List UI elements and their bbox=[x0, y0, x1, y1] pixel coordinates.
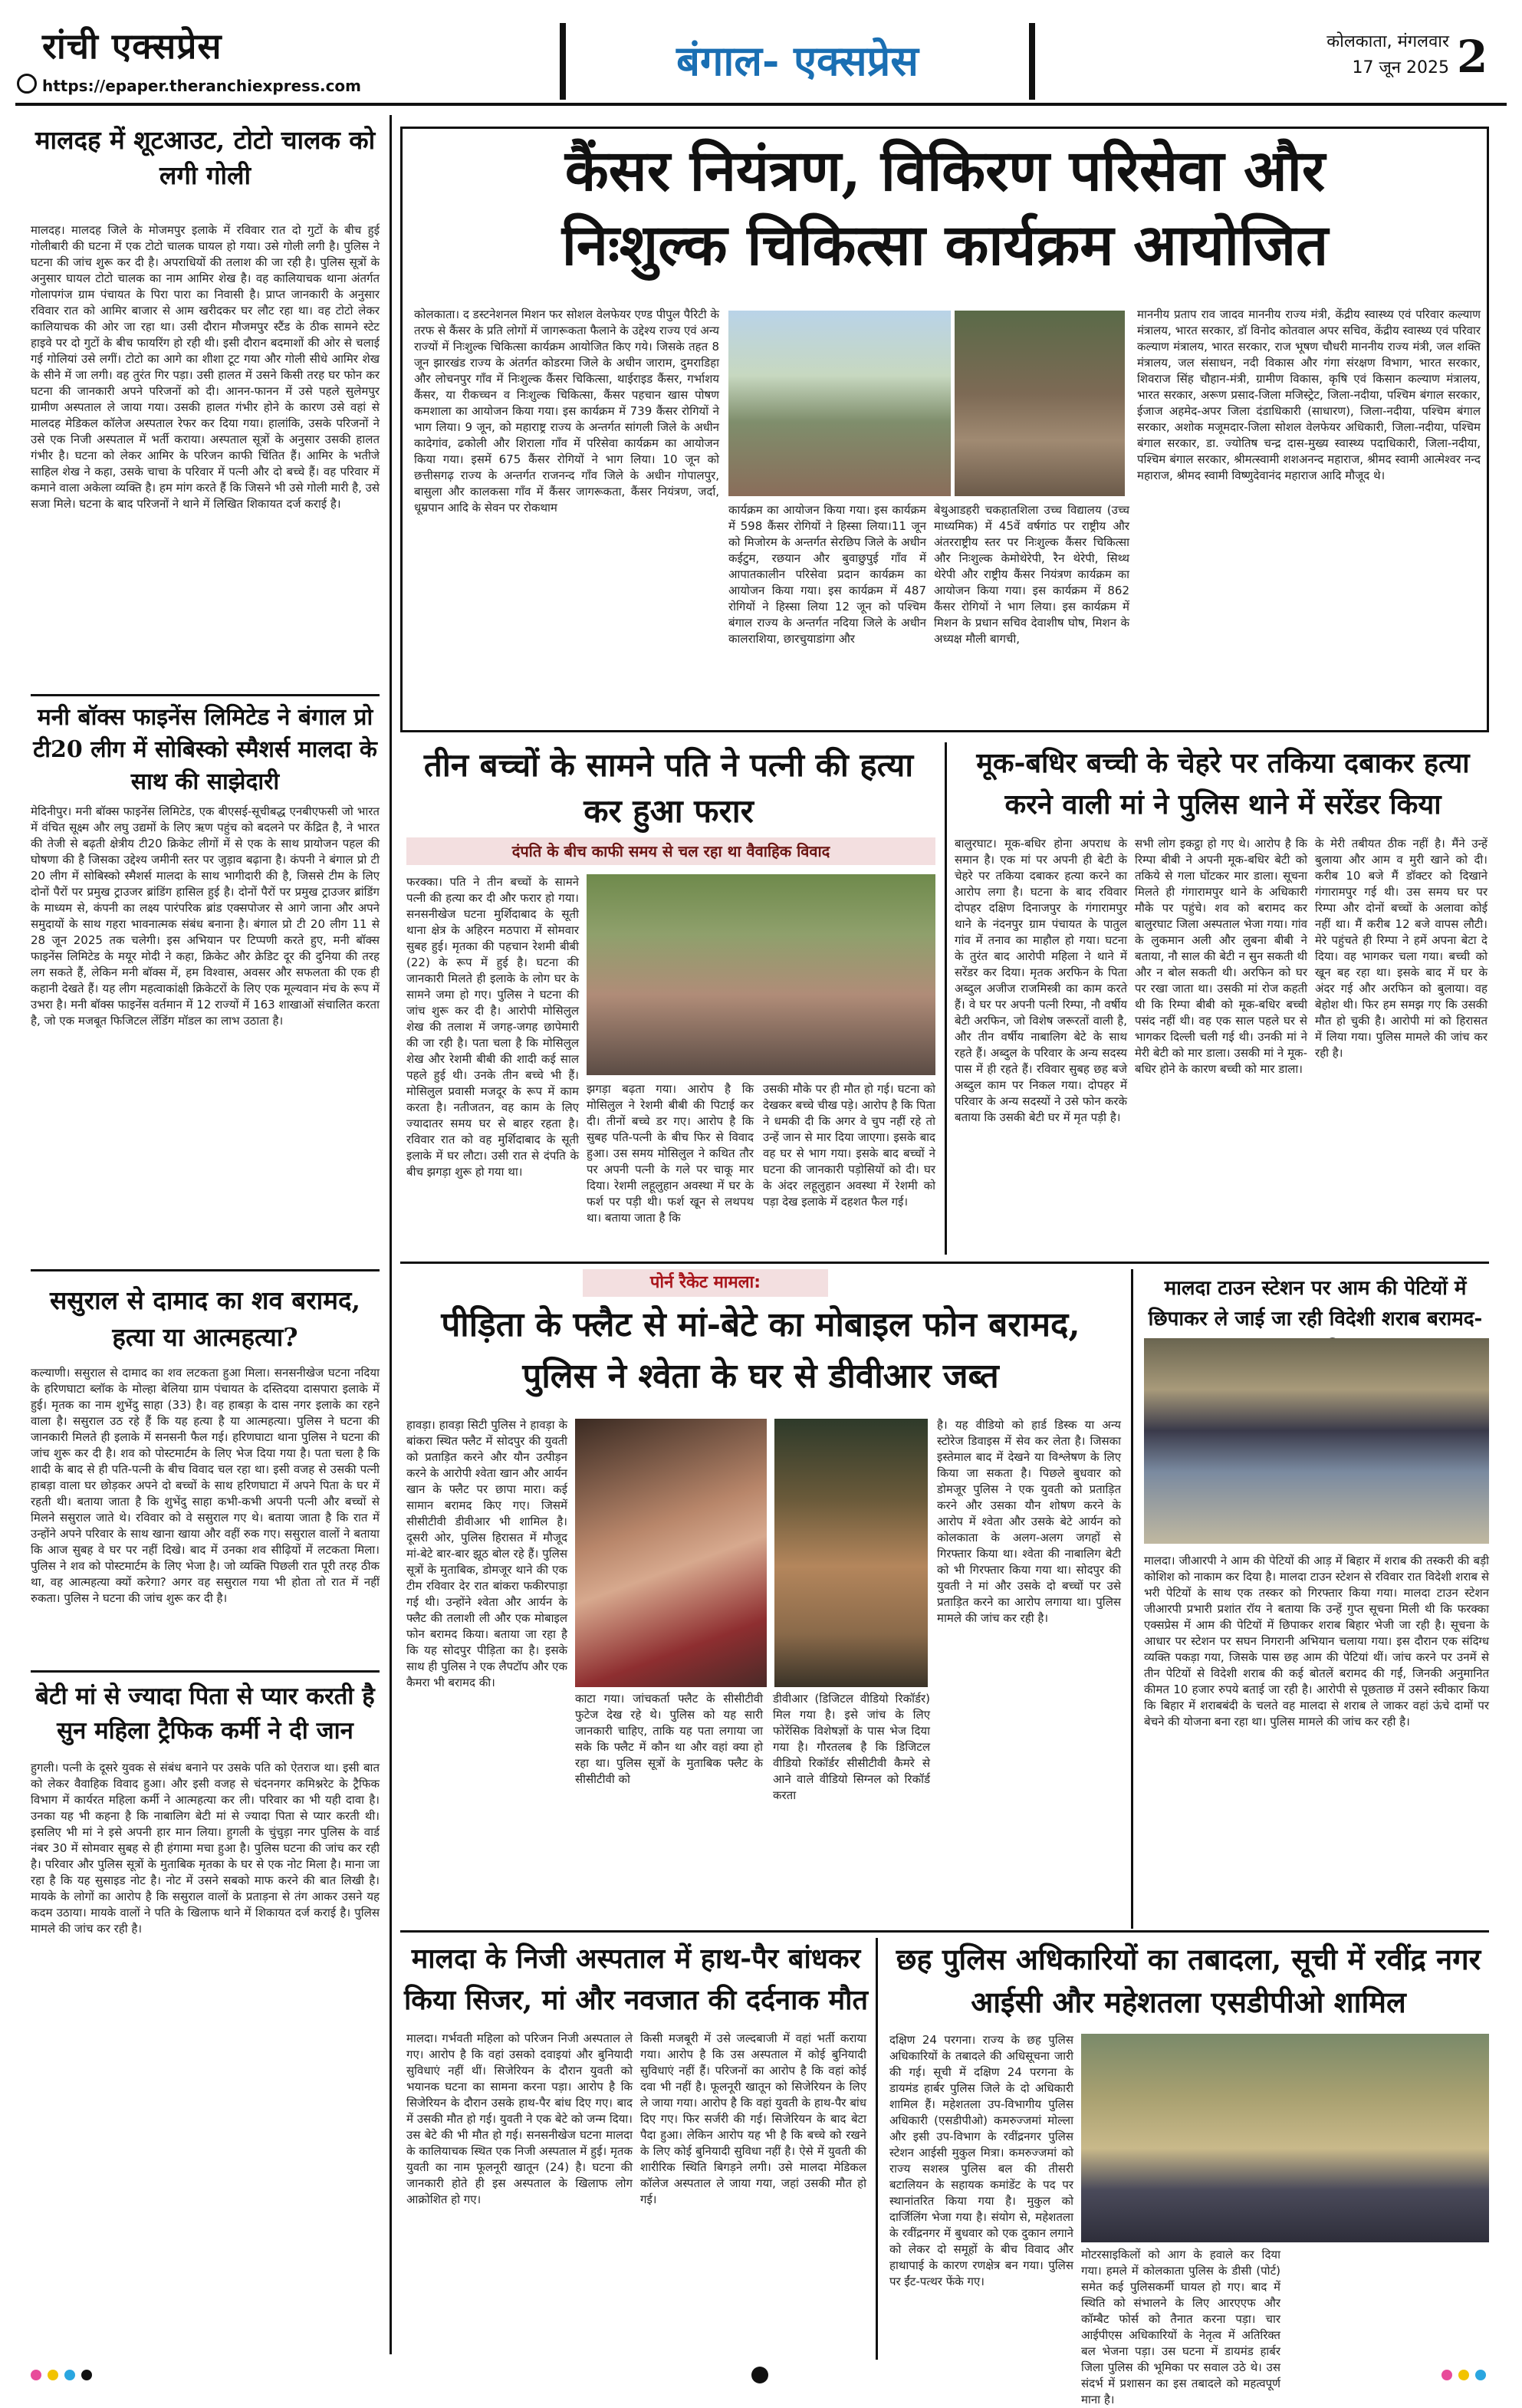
dateline bbox=[1296, 29, 1449, 81]
divider bbox=[400, 1930, 1489, 1933]
deaf-child-col-3: के मेरी तबीयत ठीक नहीं है। मैंने उन्हें बुलाया और आम व मुरी खाने को दी। करीब 10 बजे मैं डॉक्टर को दिखाने गंगारामपुर गई थी। उस समय घर पर रिम्पा और दोनों बच्चों के अलावा कोई नहीं था। मैं करीब 12 बजे वापस लौटी। मेरे पहुंचते ही रिम्पा ने हमें अपना बेटा दे दिया। वह भागकर चला गया। बच्ची को खून बह रहा था। इसके बाद में घर के अंदर गई और अरफिन को बुलाया। वह बेहोश थी। फिर हम समझ गए कि उसकी मौत हो चुकी है। आरोपी मां को हिरासत में लिया गया। पुलिस मामले की जांच कर रही है। bbox=[1315, 837, 1487, 1060]
registration-dot bbox=[48, 2370, 58, 2380]
article-traffic-worker-headline: बेटी मां से ज्यादा पिता से प्यार करती है सुन महिला ट्रैफिक कर्मी ने दी जान bbox=[35, 1683, 375, 1745]
divider bbox=[31, 1670, 380, 1673]
cancer-camp-photo-1 bbox=[728, 311, 951, 496]
newspaper-logo: रांची एक्सप्रेस bbox=[42, 25, 222, 67]
article-moneybox-headline: मनी बॉक्स फाइनेंस लिमिटेड ने बंगाल प्रो टी20 लीग में सोबिस्को स्मैशर्स मालदा के साथ की साझेदारी bbox=[33, 704, 377, 795]
husband-murder-col-1: फरक्का। पति ने तीन बच्चों के सामने पत्नी की हत्या कर दी और फरार हो गया। सनसनीखेज घटना मुर्शिदाबाद के सूती थाना क्षेत्र के अहिरन मठपारा में सोमवार सुबह हुई। मृतका की पहचान रेशमी बीबी (22) के रूप में हुई है। घटना की जानकारी मिलते ही इलाके के लोग घर के सामने जमा हो गए। पुलिस ने घटना की जांच शुरू कर दी है। आरोपी मोसिलुल शेख की तलाश में जगह-जगह छापेमारी की जा रही है। पता चला है कि मोसिलुल शेख और रेशमी बीबी की शादी कई साल पहले हुई थी। उनके तीन बच्चे भी हैं। मोसिलुल प्रवासी मजदूर के रूप में काम करता है। नतीजतन, वह काम के लिए ज्यादातर समय घर से बाहर रहता है। रविवार रात को वह मुर्शिदाबाद के सूती इलाके में घर लौटा। उसी रात से दंपति के बीच झगड़ा शुरू हो गया था। bbox=[406, 875, 579, 1179]
article-son-in-law-headline: ससुराल से दामाद का शव बरामद, हत्या या आत्महत्या? bbox=[50, 1285, 360, 1352]
article-son-in-law-body: कल्याणी। ससुराल से दामाद का शव लटकता हुआ मिला। सनसनीखेज घटना नदिया के हरिणघाटा ब्लॉक के मोल्हा बेलिया ग्राम पंचायत के दस्तिदया दासपारा इलाके में हुई। मृतक का नाम शुभेंदु साहा (33) है। वह हाबड़ा के दास नगर इलाके का रहने वाला है। ससुराल उठ रहे हैं कि यह हत्या है या आत्महत्या। पुलिस ने घटना की जानकारी मिलते ही इलाके में सनसनी फैल गई। हरिणघाटा थाना पुलिस ने घटना की जांच शुरू कर दी है। शव को पोस्टमार्टम के लिए भेज दिया गया है। पता चला है कि शादी के बाद से ही पति-पत्नी के बीच विवाद चल रहा था। इसी वजह से उसकी पत्नी हाबड़ा वाला घर छोड़कर अपने दो बच्चों के साथ हरिणघाटा में अपने पिता के घर में रहती थी। बताया जाता है कि शुभेंदु साहा कभी-कभी अपनी पत्नी और बच्चों से मिलने ससुराल जाते थे। रविवार को वे ससुराल गए थे। बताया जाता है कि रात में उन्होंने अपने परिवार के साथ खाना खाया और वहीं रुक गए। ससुराल वालों ने बताया कि आज सुबह वे घर पर नहीं दिखे। बाद में उनका शव सीढ़ियों में लटकता मिला। पुलिस ने शव को पोस्टमार्टम के लिए भेजा है। जो व्यक्ति पिछली रात पूरी तरह ठीक था, वह आत्महत्या क्यों करेगा? अगर वह ससुराल गया भी होता तो रात में नहीं रुकता। पुलिस ने घटना की जांच शुरू कर दी है। bbox=[31, 1366, 380, 1605]
police-transfer-col-2a: मोटरसाइकिलों को आग के हवाले कर दिया गया। हमले में कोलकाता पुलिस के डीसी (पोर्ट) समेत कई पुलिसकर्मी घायल हो गए। बाद में स्थिति को संभालने के लिए आरएएफ और कॉम्बैट फोर्स को तैनात करना पड़ा। चार आईपीएस अधिकारियों के नेतृत्व में अतिरिक्त बल भेजना पड़ा। उस घटना में डायमंड हार्बर जिला पुलिस की भूमिका पर सवाल उठे थे। उस संदर्भ में प्रशासन का इस तबादले को महत्वपूर्ण माना है। bbox=[1081, 2248, 1280, 2406]
malda-station-headline: मालदा टाउन स्टेशन पर आम की पेटियों में छिपाकर ले जाई जा रही विदेशी शराब बरामद- bbox=[1148, 1277, 1483, 1331]
cancer-story-col-4: माननीय प्रताप राव जादव माननीय राज्य मंत्री, केंद्रीय स्वास्थ्य एवं परिवार कल्याण मंत्रालय, भारत सरकार, डॉ विनोद कोतवाल अपर सचिव, केंद्रीय स्वास्थ्य एवं परिवार कल्याण मंत्रालय, भारत सरकार, राज भूषण चौधरी माननीय राज्य मंत्री, जल शक्ति मंत्रालय, जल संसाधन, नदी विकास और गंगा संरक्षण विभाग, भारत सरकार, शिवराज सिंह चौहान-मंत्री, ग्रामीण विकास, कृषि एवं किसान कल्याण मंत्रालय, भारत सरकार, अरूण प्रसाद-जिला मजिस्ट्रेट, जिला-नदीया, पश्चिम बंगाल सरकार, ईजाज अहमेद-अपर जिला दंडाधिकारी (साधारण), जिला-नदीया, पश्चिम बंगाल सरकार, अशोक मजूमदार-जिला सोशल वेलफेयर अधिकारी, जिला-नदीया, पश्चिम बंगाल सरकार, डा. ज्योतिष चन्द्र दास-मुख्य स्वास्थ्य पदाधिकारी, जिला-नदीया, पश्चिम बंगाल सरकार, श्रीमत्स्वामी शशअनन्द महाराज, श्रीमद स्वामी आत्मेश्वर नन्द महाराज, श्रीमद स्वामी विष्णुदेवानंद महाराज आदि मौजूद थे। bbox=[1137, 308, 1481, 482]
porn-racket-col-2: काटा गया। जांचकर्ता फ्लैट के सीसीटीवी फुटेज देख रहे थे। पुलिस को यह सारी जानकारी चाहिए, ताकि यह पता लगाया जा सके कि फ्लैट में कौन था और वहां क्या हो रहा था। पुलिस सूत्रों के मुताबिक फ्लैट के सीसीटीवी को bbox=[575, 1692, 763, 1786]
husband-murder-col-3: उसकी मौके पर ही मौत हो गई। घटना को देखकर बच्चे चीख पड़े। आरोप है कि पिता ने धमकी दी कि अगर वे चुप नहीं रहे तो उन्हें जान से मार दिया जाएगा। इसके बाद वह घर से भाग गया। इसके बाद बच्चों ने घटना की जानकारी पड़ोसियों को दी। घर के अंदर लहूलुहान अवस्था में रेशमी को पड़ा देख इलाके में दहशत फैल गई। bbox=[763, 1082, 936, 1209]
deaf-child-col-1: बालुरघाट। मूक-बधिर होना अपराध के समान है। एक मां पर अपनी ही बेटी के चेहरे पर तकिया दबाकर हत्या करने का आरोप लगा है। घटना के बाद रविवार दोपहर दक्षिण दिनाजपुर के गंगारामपुर थाने के नंदनपुर ग्राम पंचायत के पातुल गांव में तनाव का माहौल हो गया। घटना के तुरंत बाद आरोपी महिला ने थाने में सरेंडर कर दिया। मृतक अरफिन के पिता अब्दुल अजीज राजमिस्त्री का काम करते हैं। वे घर पर अपनी पत्नी रिम्पा, नौ वर्षीय बेटी अरफिन, जो विशेष जरूरतों वाली है, और तीन वर्षीय नाबालिग बेटे के साथ रहते हैं। अब्दुल के परिवार के अन्य सदस्य पास में ही रहते हैं। रविवार सुबह छह बजे अब्दुल काम पर निकल गया। दोपहर में परिवार के अन्य सदस्यों ने उसे फोन करके बताया कि उसकी बेटी घर में मृत पड़ी है। bbox=[955, 837, 1127, 1124]
registration-dot bbox=[1475, 2370, 1486, 2380]
police-officers-photo bbox=[1081, 2034, 1489, 2242]
murder-scene-photo bbox=[587, 874, 935, 1075]
column-rule bbox=[876, 1938, 878, 2360]
cancer-story-col-2: कार्यक्रम का आयोजन किया गया। इस कार्यक्रम में 598 कैंसर रोगियों ने हिस्सा लिया।11 जून को मिजोरम के अन्तर्गत सेरछिप जिले के अधीन कईटुम, रछयान और बुवाछुपुई गाँव में आपातकालीन परिसेवा प्रदान कार्यक्रम का आयोजन किया गया। इस कार्यक्रम में 487 रोगियों ने हिस्सा लिया 12 जून को पश्चिम बंगाल राज्य के अन्तर्गत नदिया जिले के अधीन कालराशिया, छारचुयाडांगा और bbox=[728, 503, 926, 646]
page-number: 2 bbox=[1457, 31, 1488, 83]
divider bbox=[31, 694, 380, 696]
article-malda-shootout-body: मालदह। मालदह जिले के मोजमपुर इलाके में रविवार रात दो गुटों के बीच हुई गोलीबारी की घटना में एक टोटो चालक घायल हो गया। उसे गोली लगी है। पुलिस ने घटना की जांच शुरू कर दी है। अपराधियों की तलाश की जा रही है। पुलिस सूत्रों के अनुसार घायल टोटो चालक का नाम आमिर शेख है। वह कालियाचक थाना अंतर्गत गोलापगंज ग्राम पंचायत के पिरा पारा का निवासी है। प्राप्त जानकारी के अनुसार रविवार रात को आमिर बाजार से आम खरीदकर घर लौट रहा था। वह टोटो लेकर कालियाचक की ओर जा रहा था। उसी दौरान मौजमपुर स्टैंड के ठीक सामने स्टेट हाइवे पर दो गुटों के बीच फायरिंग हो रही थी। इसी दौरान बदमाशों की ओर से चलाई गई गोलियां उसे लगीं। टोटो का आगे का शीशा टूट गया और गोली सीधे आमिर शेख के सीने में जा लगी। वह तुरंत गिर पड़ा। उसी हालत में उसने किसी तरह घर फोन कर घटना की जानकारी अपने परिजनों को दी। आनन-फानन में उसे पहले सुलेमपुर ग्रामीण अस्पताल ले जाया गया। उसकी हालत गंभीर होने के कारण उसे वहां से मालदह मेडिकल कॉलेज अस्पताल रेफर कर दिया गया। हालांकि, उसके परिजनों ने उसे एक निजी अस्पताल में भर्ती कराया। अस्पताल सूत्रों के अनुसार उसकी हालत गंभीर है। घटना को लेकर आमिर के परिजन काफी चिंतित हैं। आमिर के भतीजे साहिल शेख ने कहा, उसके चाचा के परिवार में पत्नी और दो बच्चे हैं। वह परिवार में कमाने वाला अकेला व्यक्ति है। हम मांग करते हैं कि जिसने भी उसे गोली मारी है, उसे सजा मिले। घटना के बाद परिजनों ने थाने में लिखित शिकायत दर्ज कराई है। bbox=[31, 223, 380, 511]
porn-racket-col-3: डीवीआर (डिजिटल वीडियो रिकॉर्डर) मिल गया है। इसे जांच के लिए फोरेंसिक विशेषज्ञों के पास भेज दिया गया है। गौरतलब है कि डिजिटल वीडियो रिकॉर्डर सीसीटीवी कैमरे से आने वाले वीडियो सिग्नल को रिकॉर्ड करता bbox=[773, 1692, 930, 1802]
registration-dot bbox=[31, 2370, 41, 2380]
left-column-rule bbox=[390, 115, 392, 2354]
hospital-death-headline: मालदा के निजी अस्पताल में हाथ-पैर बांधकर किया सिजर, मां और नवजात की दर्दनाक मौत bbox=[403, 1943, 869, 2016]
porn-racket-headline-1: पीड़िता के फ्लैट से मां-बेटे का मोबाइल फोन बरामद, bbox=[441, 1305, 1080, 1344]
masthead-rule bbox=[15, 103, 1507, 106]
registration-dot bbox=[1458, 2370, 1469, 2380]
malda-station-body: मालदा। जीआरपी ने आम की पेटियों की आड़ में बिहार में शराब की तस्करी की बड़ी कोशिश को नाकाम कर दिया है। मालदा टाउन स्टेशन से रविवार रात विदेशी शराब से भरी पेटियों के साथ एक तस्कर को गिरफ्तार किया गया। मालदा टाउन स्टेशन जीआरपी प्रभारी प्रशांत रॉय ने बताया कि उन्हें गुप्त सूचना मिली थी कि फरक्का एक्सप्रेस में आम की पेटियों में छिपाकर शराब बिहार भेजी जा रही है। सूचना के आधार पर स्टेशन पर सघन निगरानी अभियान चलाया गया। इस दौरान एक संदिग्ध व्यक्ति पकड़ा गया, जिसके पास छह आम की पेटियां थीं। जांच करने पर उनमें से तीन पेटियों से विदेशी शराब की कई बोतलें बरामद की गईं, जिनकी अनुमानित कीमत 10 हजार रुपये बताई जा रही है। आरोपी से पूछताछ में उसने स्वीकार किया कि बिहार में शराबबंदी के चलते वह मालदा से शराब ले जाकर वहां ऊंचे दामों पर बेचने की योजना बना रहा था। पुलिस मामले की जांच कर रही है। bbox=[1144, 1554, 1489, 1729]
husband-murder-col-2: झगड़ा बढ़ता गया। आरोप है कि मोसिलुल ने रेशमी बीबी की पिटाई कर दी। तीनों बच्चे डर गए। आरोप है कि सुबह पति-पत्नी के बीच फिर से विवाद हुआ। उस समय मोसिलुल ने कथित तौर पर अपनी पत्नी के गले पर चाकू मार दिया। रेशमी लहूलुहान अवस्था में घर के फर्श पर पड़ी थी। फर्श खून से लथपथ था। बताया जाता है कि bbox=[587, 1082, 754, 1225]
porn-racket-tag: पोर्न रैकेट मामला: bbox=[583, 1269, 828, 1297]
registration-dot bbox=[1441, 2370, 1452, 2380]
column-rule bbox=[945, 742, 947, 1255]
city-day: कोलकाता, मंगलवार bbox=[1326, 32, 1449, 51]
cancer-story-headline-1: कैंसर नियंत्रण, विकिरण परिसेवा और bbox=[564, 138, 1326, 204]
section-title: बंगाल- एक्सप्रेस bbox=[676, 36, 919, 85]
husband-murder-headline: तीन बच्चों के सामने पति ने पत्नी की हत्या कर हुआ फरार bbox=[423, 746, 914, 830]
hospital-death-col-1: मालदा। गर्भवती महिला को परिजन निजी अस्पताल ले गए। आरोप है कि वहां उसको दवाइयां और बुनियादी सुविधाएं नहीं थीं। सिजेरियन के दौरान युवती को भयानक घटना का सामना करना पड़ा। आरोप है कि सिजेरियन के दौरान उसके हाथ-पैर बांध दिए गए। बाद में उसकी मौत हो गई। युवती ने एक बेटे को जन्म दिया। उस बेटे की भी मौत हो गई। सनसनीखेज घटना मालदा के कालियाचक स्थित एक निजी अस्पताल में हुई। मृतक युवती का नाम फूलनूरी खातून (24) है। घटना की जानकारी होते ही इस अस्पताल के खिलाफ लोग आक्रोशित हो गए। bbox=[406, 2031, 633, 2206]
registration-dot bbox=[81, 2370, 92, 2380]
police-transfer-col-1: दक्षिण 24 परगना। राज्य के छह पुलिस अधिकारियों के तबादले की अधिसूचना जारी की गई। सूची में दक्षिण 24 परगना के डायमंड हार्बर पुलिस जिले के दो अधिकारी शामिल हैं। महेशतला उप-विभागीय पुलिस अधिकारी (एसडीपीओ) कमरुज्जमां मोल्ला और इसी उप-विभाग के रवींद्रनगर पुलिस स्टेशन आईसी मुकुल मित्रा। कमरुज्जमां को राज्य सशस्त्र पुलिस बल की तीसरी बटालियन के सहायक कमांडेंट के पद पर स्थानांतरित किया गया है। मुकुल को दार्जिलिंग भेजा गया है। संयोग से, महेशतला के रवींद्रनगर में बुधवार को एक दुकान लगाने को लेकर दो समूहों के बीच विवाद और हाथापाई के कारण रणक्षेत्र बन गया। पुलिस पर ईंट-पत्थर फेंके गए। bbox=[889, 2033, 1073, 2288]
deaf-child-col-2: सभी लोग इकट्ठा हो गए थे। आरोप है कि रिम्पा बीबी ने अपनी मूक-बधिर बेटी को तकिये से गला घोंटकर मार डाला। सूचना मिलते ही गंगारामपुर थाने के अधिकारी मौके पर पहुंचे। शव को बरामद कर बालुरघाट जिला अस्पताल भेजा गया। गांव के लुकमान अली और लुबना बीबी ने बताया, नौ साल की बेटी न सुन सकती थी और न बोल सकती थी। अरफिन को घर पर रखा जाता था। उसकी मां रोज कहती थी कि रिम्पा बीबी को मूक-बधिर बच्ची पसंद नहीं थी। वह एक साल पहले घर से भागकर दिल्ली चली गई थी। उनकी मां ने मेरी बेटी को मार डाला। उसकी मां ने मूक-बधिर होने के कारण बच्ची को मार डाला। bbox=[1135, 837, 1307, 1076]
article-malda-shootout-headline: मालदह में शूटआउट, टोटो चालक को लगी गोली bbox=[35, 125, 376, 190]
cancer-story-col-1: कोलकाता। द डस्टनेशनल मिशन फर सोशल वेलफेयर एण्ड पीपुल पैरिटी के तरफ से कैंसर के प्रति लोगों में जागरूकता फैलाने के उद्देश्य राज्य एवं अन्य राज्यों में निःशुल्क चिकित्सा कार्यक्रम आयोजित किए गये। जिसके तहत 8 जून झारखंड राज्य के अंतर्गत कोडरमा जिले के अधीन जाराम, दुमराडिहा और लोचनपुर गाँव में निःशुल्क कैंसर चिकित्सा, थाईराइड कैंसर, गर्भाशय कैंसर, या रीकच्चन व निःशुल्क चिकित्सा, कैंसर पहचान खास पोषण कमशाला का आयोजन किया गया। इस कार्यक्रम में 739 कैंसर रोगियों ने भाग लिया। 9 जून, को महाराष्ट्र राज्य के अन्तर्गत सांगली जिले के अधीन कादेगांव, ढकोली और शिराला गाँव में परिसेवा कार्यक्रम का आयोजन किया गया। इसमें 675 कैंसर रोगियों ने भाग लिया। 10 जून को छत्तीसगढ़ राज्य के अन्तर्गत राजनन्द गाँव जिले के अधीन गोपालपुर, बासुला और कालकसा गाँव में कैंसर जागरूकता, कैंसर नियंत्रण, जर्दा, धूम्रपान आदि के सेवन पर रोकथाम bbox=[414, 308, 719, 515]
cancer-story-headline-2: निःशुल्क चिकित्सा कार्यक्रम आयोजित bbox=[561, 212, 1329, 278]
globe-icon bbox=[17, 74, 37, 94]
registration-dot bbox=[64, 2370, 75, 2380]
epaper-url[interactable]: https://epaper.theranchiexpress.com bbox=[42, 77, 362, 95]
divider bbox=[31, 1269, 380, 1271]
accused-woman-photo bbox=[575, 1419, 767, 1687]
cancer-camp-photo-2 bbox=[955, 311, 1125, 496]
divider bbox=[400, 1262, 1489, 1264]
porn-racket-col-4: है। यह वीडियो को हार्ड डिस्क या अन्य स्टोरेज डिवाइस में सेव कर लेता है। जिसका इस्तेमाल बाद में देखने या विश्लेषण के लिए किया जा सकता है। पिछले बुधवार को डोमजूर पुलिस ने एक युवती को प्रताड़ित करने और उसका यौन शोषण करने के आरोप में श्वेता और उसके बेटे आर्यन को कोलकाता के अलग-अलग जगहों से गिरफ्तार किया था। श्वेता की नाबालिग बेटी को भी गिरफ्तार किया गया था। सोदपुर की युवती ने मां और उसके दो बच्चों पर उसे प्रताड़ित करने का आरोप लगाया था। पुलिस मामले की जांच कर रही है। bbox=[937, 1418, 1121, 1625]
registration-mark-icon bbox=[751, 2367, 768, 2383]
porn-racket-headline-2: पुलिस ने श्वेता के घर से डीवीआर जब्त bbox=[522, 1357, 999, 1396]
column-rule bbox=[1131, 1269, 1133, 1929]
accused-son-photo bbox=[774, 1419, 928, 1687]
article-traffic-worker-body: हुगली। पत्नी के दूसरे युवक से संबंध बनाने पर उसके पति को ऐतराज था। इसी बात को लेकर वैवाहिक विवाद हुआ। और इसी वजह से चंदननगर कमिश्नरेट के ट्रैफिक विभाग में कार्यरत महिला कर्मी ने आत्महत्या कर ली। परिवार का भी यही दावा है। उनका यह भी कहना है कि नाबालिग बेटी मां से ज्यादा पिता से प्यार करती थी। इसलिए भी मां ने इसे अपनी हार मान लिया। हुगली के चुंचुड़ा नगर पुलिस के वार्ड नंबर 30 में सोमवार सुबह से ही हंगामा मचा हुआ है। पुलिस घटना की जांच कर रही है। परिवार और पुलिस सूत्रों के मुताबिक मृतका के घर से एक नोट मिला है। माना जा रहा है कि यह सुसाइड नोट है। नोट में उसने सबको माफ करने की बात लिखी है। मायके के लोगों का आरोप है कि ससुराल वालों के प्रताड़ना से तंग आकर उसने यह कदम उठाया। मायके वालों ने पति के खिलाफ थाने में शिकायत दर्ज कराई है। पुलिस मामले की जांच कर रही है। bbox=[31, 1761, 380, 1936]
porn-racket-col-1: हावड़ा। हावड़ा सिटी पुलिस ने हावड़ा के बांकरा स्थित फ्लैट में सोदपुर की युवती को प्रताड़ित करने और यौन उत्पीड़न करने के आरोपी श्वेता खान और आर्यन खान के फ्लैट पर छापा मारा। कई सामान बरामद किए गए। जिसमें सीसीटीवी डीवीआर भी शामिल है। दूसरी ओर, पुलिस हिरासत में मौजूद मां-बेटे बार-बार झूठ बोल रहे हैं। पुलिस सूत्रों के मुताबिक, डोमजूर थाने की एक टीम रविवार देर रात बांकरा फकीरपाड़ा गई थी। उन्होंने श्वेता और आर्यन के फ्लैट की तलाशी ली और एक मोबाइल फोन बरामद किया। बताया जा रहा है कि यह सोदपुर पीड़िता का है। इसके साथ ही पुलिस ने एक लैपटॉप और एक कैमरा भी बरामद की। bbox=[406, 1418, 567, 1689]
cancer-story-col-3: बेथुआडहरी चकहातशिला उच्च विद्यालय (उच्च माध्यमिक) में 45वें वर्षगांठ पर राष्ट्रीय और अंतरराष्ट्रीय स्तर पर निःशुल्क कैंसर चिकित्सा और निःशुल्क केमोथेरेपी, रैन थेरेपी, सिथ्थ थेरेपी और राष्ट्रीय कैंसर नियंत्रण कार्यक्रम का आयोजन किया गया। इस कार्यक्रम में 862 कैंसर रोगियों ने भाग लिया। इस कार्यक्रम में मिशन के प्रधान सचिव देवाशीष घोष, मिशन के अध्यक्ष मौली बागची, bbox=[934, 503, 1129, 646]
hospital-death-col-2: किसी मजबूरी में उसे जल्दबाजी में वहां भर्ती कराया गया। आरोप है कि उस अस्पताल में कोई बुनियादी सुविधाएं नहीं हैं। परिजनों का आरोप है कि वहां कोई दवा भी नहीं है। फूलनूरी खातून को सिजेरियन के लिए ले जाया गया। आरोप है कि वहां युवती के हाथ-पैर बांध दिए गए। फिर सर्जरी की गई। सिजेरियन के बाद बेटा पैदा हुआ। लेकिन आरोप यह भी है कि बच्चे को रखने के लिए कोई बुनियादी सुविधा नहीं है। ऐसे में युवती की शारीरिक स्थिति बिगड़ने लगी। उसे मालदा मेडिकल कॉलेज अस्पताल ले जाया गया, जहां उसकी मौत हो गई। bbox=[640, 2031, 866, 2206]
issue-date: 17 जून 2025 bbox=[1352, 58, 1449, 77]
police-transfer-headline: छह पुलिस अधिकारियों का तबादला, सूची में रवींद्र नगर आईसी और महेशतला एसडीपीओ शामिल bbox=[896, 1942, 1481, 2019]
deaf-child-headline: मूक-बधिर बच्ची के चेहरे पर तकिया दबाकर हत्या करने वाली मां ने पुलिस थाने में सरेंडर किया bbox=[976, 747, 1470, 821]
seized-liquor-photo bbox=[1144, 1338, 1489, 1544]
article-moneybox-body: मेदिनीपुर। मनी बॉक्स फाइनेंस लिमिटेड, एक बीएसई-सूचीबद्ध एनबीएफसी जो भारत में वंचित सूक्ष्म और लघु उद्यमों के लिए ऋण पहुंच को बदलने पर केंद्रित है, ने भारत की तेजी से बढ़ती क्षेत्रीय टी20 क्रिकेट लीगों में से एक के साथ प्रायोजन पहल की घोषणा की है जिसका उद्देश्य जमीनी स्तर पर जुड़ाव बढ़ाना है। कंपनी ने बंगाल प्रो टी 20 लीग में सोबिस्को स्मैशर्स मालदा के साथ भागीदारी की है, जिससे टीम के लिए दोनों पैरों पर प्रमुख ट्राउजर ब्रांडिंग हासिल हुई है। दोनों पैरों पर प्रमुख ट्राउजर ब्रांडिंग के माध्यम से, कंपनी का लक्ष्य पारंपरिक ब्रांड एक्सपोजर से आगे जाना और अपने समुदायों के साथ गहरा भावनात्मक संबंध बनाना है। बंगाल प्रो टी 20 लीग 11 से 28 जून 2025 तक चलेगी। इस अभियान पर टिप्पणी करते हुए, मनी बॉक्स फाइनेंस लिमिटेड के मयूर मोदी ने कहा, क्रिकेट और क्रेडिट दूर की दुनिया की तरह लग सकते हैं, लेकिन मनी बॉक्स में, हम विश्वास, अवसर और सफलता की एक ही कहानी देखते हैं। यह लीग महत्वाकांक्षी क्रिकेटरों के लिए एक मूल्यवान मंच के रूप में उभरा है। मनी बॉक्स फाइनेंस वर्तमान में 12 राज्यों में 163 शाखाओं संचालित करता है, जो एक मजबूत फिजिटल लेंडिंग मॉडल का लाभ उठाता है। bbox=[31, 804, 380, 1028]
husband-murder-subhead: दंपति के बीच काफी समय से चल रहा था वैवाहिक विवाद bbox=[406, 837, 935, 865]
